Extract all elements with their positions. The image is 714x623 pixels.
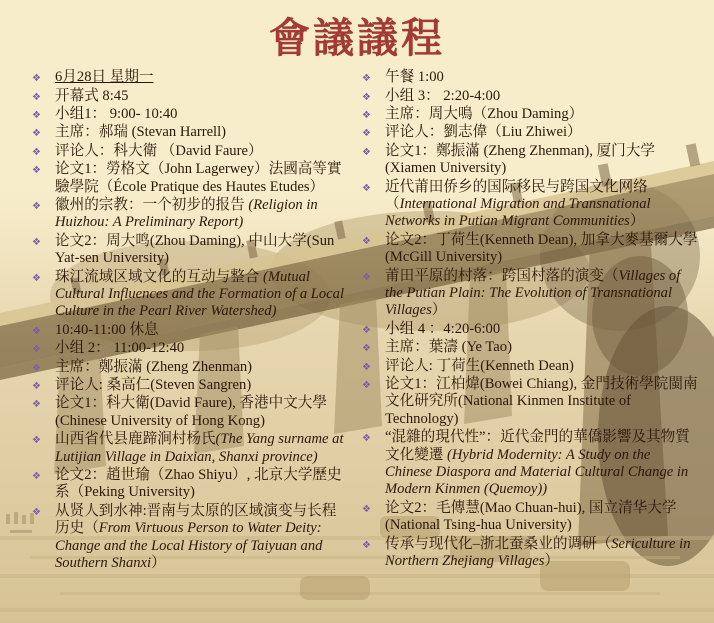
agenda-item-text: 主席：周大鳴（Zhou Daming） [385,105,584,122]
diamond-bullet-icon: ❖ [32,91,41,103]
diamond-bullet-icon: ❖ [32,272,41,284]
agenda-item [26,88,350,105]
diamond-bullet-icon: ❖ [32,236,41,248]
agenda-item-text: 论文1：科大衛(David Faure), 香港中文大學 (Chinese University of Hong Kong) [55,395,327,429]
agenda-item [356,358,700,375]
agenda-item-text: 近代莆田侨乡的国际移民与跨国文化网络（International Migration and Transnational Networks in Putian Migrant Communities） [385,178,651,230]
diamond-bullet-icon: ❖ [362,503,371,515]
diamond-bullet-icon: ❖ [362,324,371,336]
agenda-item-text: 论文2：丁荷生(Kenneth Dean), 加拿大麥基爾大學(McGill University) [385,231,698,266]
agenda-item-text: 6月28日 星期一 [55,69,154,86]
agenda-item-text: 主席：葉濤 (Ye Tao) [385,339,512,356]
diamond-bullet-icon: ❖ [32,73,41,85]
diamond-bullet-icon: ❖ [32,399,41,411]
agenda-item-text: 评论人：劉志偉（Liu Zhiwei） [385,124,582,141]
diamond-bullet-icon: ❖ [362,128,371,140]
agenda-item-text: 论文1：勞格文（John Lagerwey）法國高等實驗學院（École Pratique des Hautes Etudes） [55,161,342,195]
agenda-item-text: 论文2：趙世瑜（Zhao Shiyu）, 北京大学歷史系（Peking University) [55,467,342,501]
page-title: 會議議程 [269,15,445,61]
diamond-bullet-icon: ❖ [362,235,371,247]
agenda-item [26,340,350,357]
agenda-item-text: 从贤人到水神:晋南与太原的区域演变与长程历史（From Virtuous Person to Water Deity: Change and the Local History of Taiyuan and Southern Shanxi） [55,502,337,572]
agenda-item [356,124,700,141]
diamond-bullet-icon: ❖ [362,146,371,158]
agenda-item [356,536,700,571]
diamond-bullet-icon: ❖ [362,539,371,551]
agenda-item [356,500,700,535]
diamond-bullet-icon: ❖ [32,381,41,392]
agenda-item-text: 评论人：科大衛 （David Faure） [55,142,263,159]
agenda-item-text: 徽州的宗教：一个初步的报告 (Religion in Huizhou: A Preliminary Report) [55,196,318,231]
agenda-item [26,106,350,123]
agenda-list-right [356,69,700,570]
agenda-item [26,143,350,160]
agenda-item [26,431,350,466]
agenda-item-text: 评论人: 丁荷生(Kenneth Dean) [385,357,574,374]
diamond-bullet-icon: ❖ [362,109,371,121]
agenda-item-text: 主席：鄭振滿 (Zheng Zhenman) [55,358,252,375]
agenda-item-text: 论文1：江柏煒(Bowei Chiang), 金門技術學院閩南文化研究所(National Kinmen Institute of Technology) [385,376,698,427]
agenda-item-text: 小组 2： 11:00-12:40 [55,340,185,357]
diamond-bullet-icon: ❖ [32,325,41,337]
agenda-item [26,233,350,268]
diamond-bullet-icon: ❖ [362,433,371,445]
agenda-item [26,124,350,141]
diamond-bullet-icon: ❖ [362,73,371,85]
agenda-item [356,232,700,267]
agenda-item-text: 珠江流域区域文化的互动与整合 (Mutual Cultural Influences and the Formation of a Local Culture in the Pearl River Watershed) [55,268,345,320]
agenda-item [26,161,350,196]
agenda-item-text: 午餐 1:00 [385,69,444,86]
agenda-item [26,467,350,502]
diamond-bullet-icon: ❖ [362,271,371,283]
diamond-bullet-icon: ❖ [362,182,371,194]
agenda-item [26,359,350,376]
diamond-bullet-icon: ❖ [32,200,41,212]
diamond-bullet-icon: ❖ [362,343,371,355]
diamond-bullet-icon: ❖ [32,128,41,140]
agenda-item [26,395,350,430]
agenda-item [26,503,350,573]
agenda-item-text: 莆田平原的村落：跨国村落的演变（Villages of the Putian Plain: The Evolution of Transnational Villages） [385,267,681,319]
agenda-item-text: 传承与现代化–浙北蚕桑业的调研（Sericulture in Northern Zhejiang Villages） [385,535,691,570]
agenda-item [356,321,700,338]
agenda-item-text: 论文2：周大鸣(Zhou Daming), 中山大学(Sun Yat-sen University) [55,232,335,267]
agenda-item-text: 主席：郝瑞 (Stevan Harrell) [55,124,227,141]
agenda-item [356,376,700,428]
diamond-bullet-icon: ❖ [32,471,41,483]
agenda-item-text: 小组 3： 2:20-4:00 [385,87,501,104]
agenda-item [356,268,700,320]
diamond-bullet-icon: ❖ [362,91,371,103]
agenda-item [356,106,700,123]
diamond-bullet-icon: ❖ [362,361,371,373]
agenda-item [356,429,700,499]
agenda-item [26,69,350,86]
agenda-item-text: 开幕式 8:45 [55,87,129,104]
diamond-bullet-icon: ❖ [32,165,41,177]
agenda-column-left [26,69,350,573]
agenda-item-text: 山西省代县鹿蹄涧村杨氏(The Yang surname at Lutijian Village in Daixian, Shanxi province) [55,431,344,465]
agenda-item-text: 论文2：毛傳慧(Mao Chuan-hui), 国立清华大学 (National Tsing-hua University) [385,499,677,534]
agenda-item [356,69,700,86]
diamond-bullet-icon: ❖ [32,506,41,518]
agenda-item-text: 论文1：鄭振滿 (Zheng Zhenman), 厦门大学(Xiamen University) [385,142,655,177]
agenda-list-left [26,69,350,572]
agenda-item [356,143,700,178]
agenda-item-text: 10:40-11:00 休息 [55,321,159,338]
agenda-item [356,88,700,105]
diamond-bullet-icon: ❖ [32,435,41,447]
agenda-item-text: 评论人: 桑高仁(Steven Sangren) [55,377,252,393]
agenda-column-right [356,69,700,571]
diamond-bullet-icon: ❖ [32,344,41,356]
agenda-item-text: 小组 4 ：4:20-6:00 [385,320,501,337]
agenda-item [356,339,700,356]
agenda-item-text: “混雜的現代性”：近代金門的華僑影響及其物質文化變遷 (Hybrid Modernity: A Study on the Chinese Diaspora and Material Cultural Change in Modern Kinmen (Quemoy)) [385,429,690,498]
agenda-columns [0,69,714,573]
diamond-bullet-icon: ❖ [32,362,41,374]
slide-content [0,16,714,573]
agenda-item-text: 小组1： 9:00- 10:40 [55,105,178,122]
agenda-item [356,179,700,231]
agenda-item [26,377,350,394]
agenda-item [26,269,350,321]
agenda-item [26,197,350,232]
diamond-bullet-icon: ❖ [362,380,371,391]
diamond-bullet-icon: ❖ [32,146,41,158]
diamond-bullet-icon: ❖ [32,109,41,121]
agenda-item [26,322,350,339]
